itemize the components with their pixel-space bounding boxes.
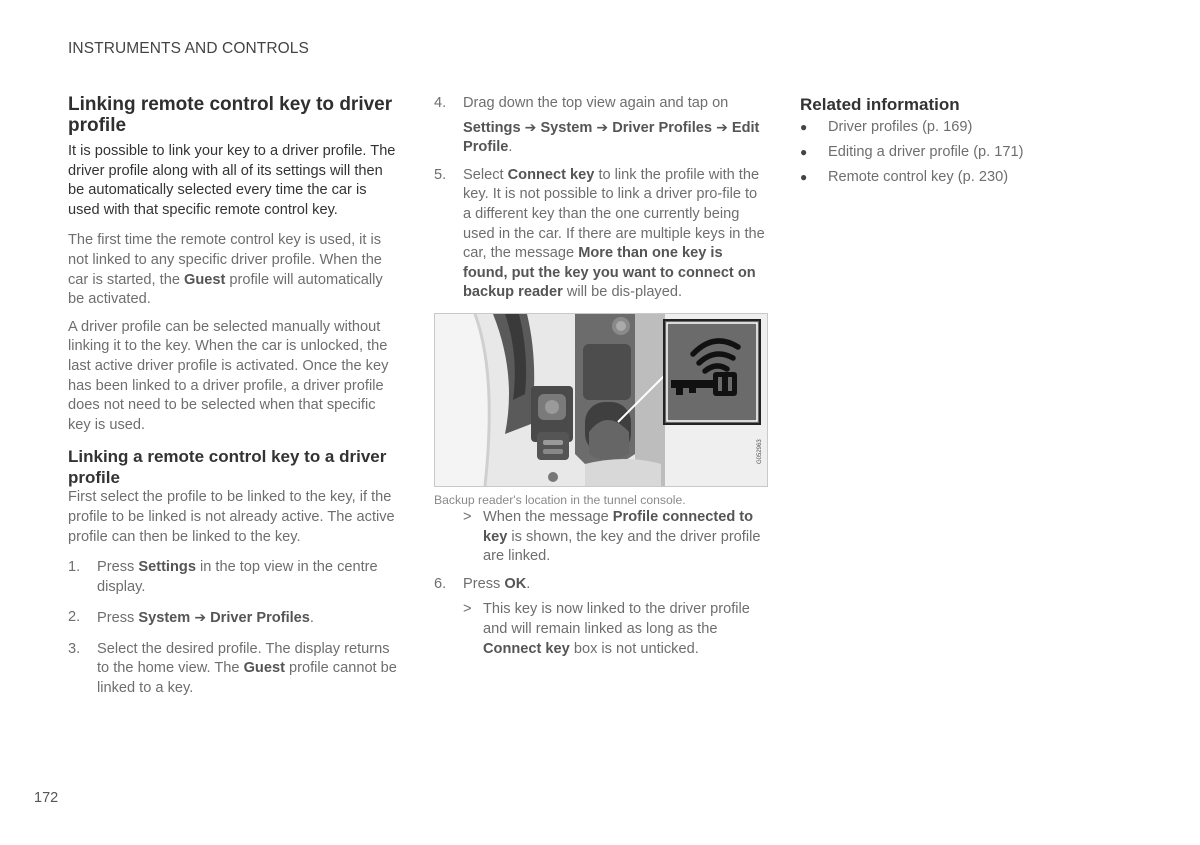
- arrow-right-icon: ➔: [194, 609, 207, 626]
- column-middle: [434, 94, 768, 659]
- paragraph-guest-profile: The first time the remote control key is used, it is not linked to any specific driver profile. When the car is started, the Guest profile will automatically be activated.: [68, 232, 383, 308]
- bullet-icon: ●: [800, 120, 808, 134]
- subsection-title: Linking a remote control key to a driver profile: [68, 447, 387, 488]
- step-5: 5. Select Connect key to link the profile with the key. It is not possible to link a driver pro-file to a different key than the one currently being used in the car. If there are multiple keys in the car, the message More than one key is found, put the key you want to connect on backup reader will be dis-played.: [434, 166, 765, 301]
- result-2: > This key is now linked to the driver profile and will remain linked as long as the Connect key box is not unticked.: [463, 601, 750, 657]
- arrow-right-icon: ➔: [524, 118, 537, 135]
- related-links: [800, 115, 1130, 190]
- step-3: 3. Select the desired profile. The display returns to the home view. The Guest profile cannot be linked to a key.: [68, 640, 397, 697]
- step-4: 4. Drag down the top view again and tap on Settings ➔ System ➔ Driver Profiles ➔ Edit Profile.: [434, 95, 760, 156]
- connect-key-term: Connect key: [483, 640, 570, 657]
- settings-term: Settings: [138, 559, 196, 576]
- related-info-title: Related information: [800, 95, 960, 114]
- bullet-icon: ●: [800, 170, 808, 184]
- step-6: 6. Press OK.: [434, 575, 531, 592]
- related-link[interactable]: ● Editing a driver profile (p. 171): [800, 140, 1130, 165]
- connect-key-term: Connect key: [507, 166, 595, 183]
- arrow-right-icon: ➔: [596, 118, 609, 135]
- bullet-icon: ●: [800, 145, 808, 159]
- running-header: INSTRUMENTS AND CONTROLS: [68, 40, 309, 57]
- tunnel-console-figure: [434, 313, 768, 487]
- result-1: > When the message Profile connected to key is shown, the key and the driver profile are linked.: [463, 508, 761, 565]
- column-left: [68, 94, 400, 699]
- figure-caption: Backup reader's location in the tunnel console.: [434, 492, 686, 507]
- guest-term: Guest: [184, 271, 226, 288]
- column-right: [800, 94, 1130, 190]
- step-2: 2. Press System ➔ Driver Profiles.: [68, 609, 314, 627]
- page-number: 172: [34, 790, 59, 806]
- message-text: Profile connected to key: [483, 508, 754, 545]
- related-link[interactable]: ● Driver profiles (p. 169): [800, 115, 1130, 140]
- tunnel-console-illustration: [435, 314, 767, 486]
- message-text: More than one key is found, put the key you want to connect on backup reader: [463, 245, 756, 301]
- intro-paragraph: It is possible to link your key to a driver profile. The driver profile along with all of its settings will then be automatically selected every time the car is used with that specific remote control key.: [68, 143, 396, 218]
- related-link[interactable]: ● Remote control key (p. 230): [800, 165, 1130, 190]
- ok-term: OK: [504, 575, 527, 592]
- section-title: Linking remote control key to driver profile: [68, 94, 393, 136]
- step-1: 1. Press Settings in the top view in the centre display.: [68, 559, 378, 595]
- subsection-intro: First select the profile to be linked to the key, if the profile to be linked is not already active. The active profile can then be linked to the key.: [68, 489, 395, 545]
- figure-code: G052963: [757, 439, 763, 464]
- guest-term: Guest: [243, 660, 285, 677]
- arrow-right-icon: ➔: [716, 118, 728, 135]
- paragraph-manual-select: A driver profile can be selected manually without linking it to the key. When the car is unlocked, the last active driver profile is activated. Once the key has been linked to a driver profile, a driver profile does not need to be selected when that specific key is used.: [68, 318, 389, 433]
